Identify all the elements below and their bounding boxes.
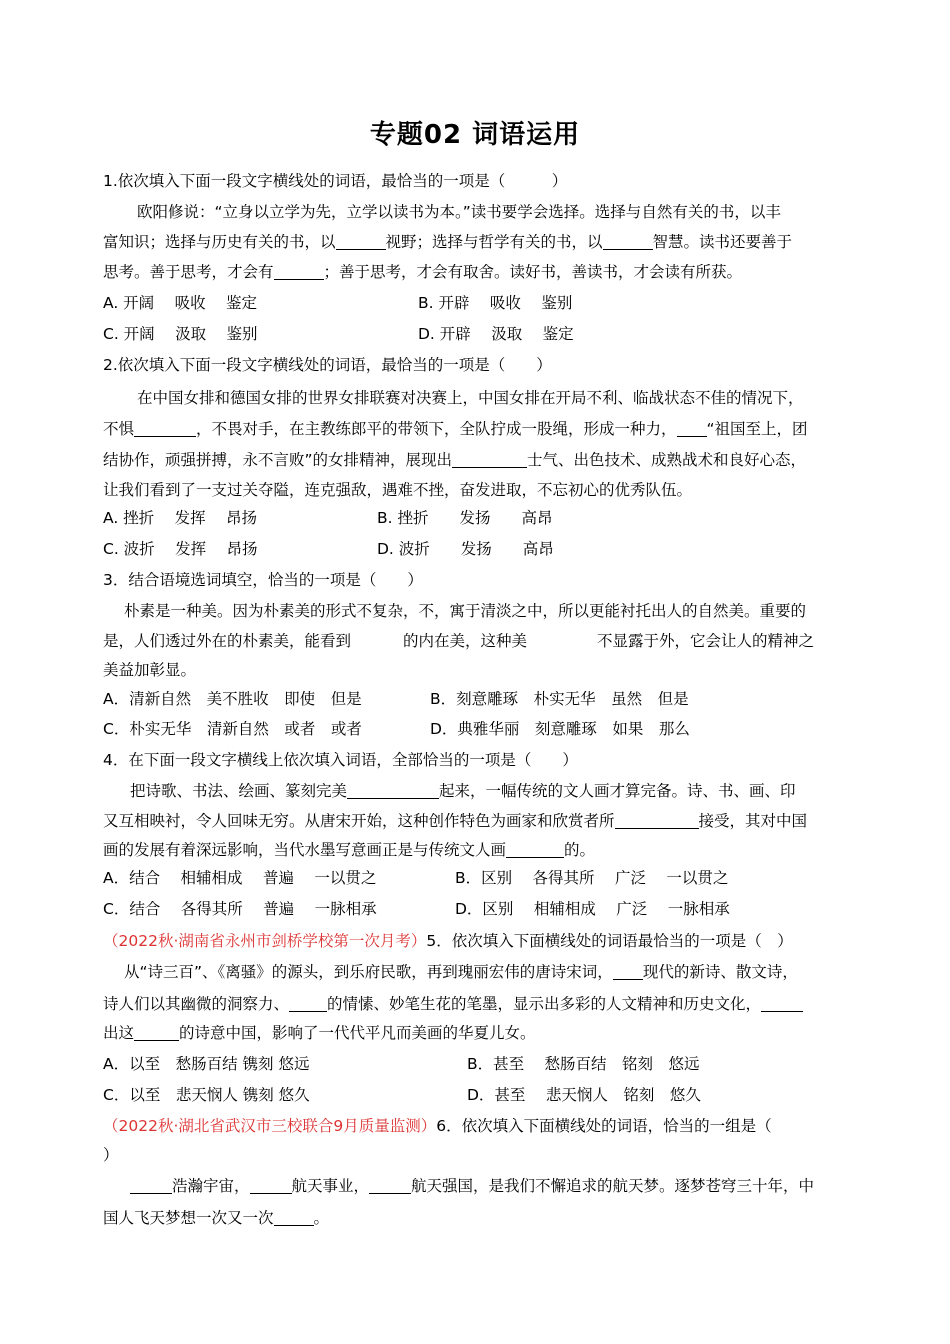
answer-blank [289,993,327,1012]
question-2-option-d: D. 波折 发扬 高昂 [377,540,554,558]
question-5-source: （2022秋·湖南省永州市剑桥学校第一次月考） [103,932,427,950]
answer-blank [134,418,196,437]
question-6-passage-line: 浩瀚宇宙， 航天事业， 航天强国，是我们不懈追求的航天梦。逐梦苍穹三十年，中 [130,1171,814,1201]
question-5-option-a: A．以至 愁肠百结 镌刻 悠远 [103,1055,310,1073]
answer-blank [134,1022,179,1041]
question-1-stem: 1.依次填入下面一段文字横线处的词语，最恰当的一项是（ ） [103,172,568,190]
question-2-option-c: C. 波折 发挥 昂扬 [103,540,258,558]
question-3-stem: 3．结合语境选词填空，恰当的一项是（ ） [103,571,423,589]
question-2-passage-line: 不惧 ，不畏对手，在主教练郎平的带领下，全队拧成一股绳，形成一种力， “祖国至上，团 [103,420,808,438]
answer-blank [677,418,707,437]
question-6-source: （2022秋·湖北省武汉市三校联合9月质量监测） [103,1117,437,1135]
answer-blank [615,810,699,829]
question-2-option-a: A. 挫折 发挥 昂扬 [103,509,258,527]
question-4-option-d: D．区别 相辅相成 广泛 一脉相承 [455,900,730,918]
question-4-passage-line: 又互相映衬，令人回味无穷。从唐宋开始，这种创作特色为画家和欣赏者所 接受，其对中国 [103,812,808,830]
answer-blank [274,1207,314,1226]
question-5-passage-line: 诗人们以其幽微的洞察力、 的情愫、妙笔生花的笔墨，显示出多彩的人文精神和历史文化， [103,989,803,1019]
question-3-option-a: A．清新自然 美不胜收 即使 但是 [103,690,362,708]
answer-blank [761,993,803,1012]
question-1-option-b: B. 开辟 吸收 鉴别 [418,294,573,312]
question-2-passage-line: 让我们看到了一支过关夺隘，连克强敌，遇难不挫，奋发进取，不忘初心的优秀队伍。 [103,481,693,499]
question-4-option-a: A．结合 相辅相成 普遍 一以贯之 [103,869,377,887]
question-1-passage-line: 思考。善于思考，才会有 ；善于思考，才会有取舍。读好书，善读书，才会读有所获。 [103,263,743,281]
question-6-stem-continued: ） [103,1146,119,1164]
question-3-passage-line: 美益加彰显。 [103,661,197,679]
question-6-stem: （2022秋·湖北省武汉市三校联合9月质量监测）6．依次填入下面横线处的词语，恰当的一组是（ [103,1117,772,1135]
question-3-passage-line: 是，人们透过外在的朴素美，能看到 的内在美，这种美 不显露于外，它会让人的精神之 [103,632,815,650]
question-5-stem: （2022秋·湖南省永州市剑桥学校第一次月考）5．依次填入下面横线处的词语最恰当的一项是（ ） [103,932,793,950]
question-4-option-b: B．区别 各得其所 广泛 一以贯之 [455,869,729,887]
question-5-option-b: B．甚至 愁肠百结 铭刻 悠远 [467,1055,700,1073]
answer-blank [130,1175,172,1194]
answer-blank [369,1175,411,1194]
question-3-option-b: B．刻意雕琢 朴实无华 虽然 但是 [430,690,689,708]
question-3-option-d: D．典雅华丽 刻意雕琢 如果 那么 [430,720,690,738]
question-2-option-b: B. 挫折 发扬 高昂 [377,509,553,527]
question-1-passage-line: 富知识；选择与历史有关的书，以 视野；选择与哲学有关的书，以 智慧。读书还要善于 [103,233,793,251]
answer-blank [506,839,564,858]
answer-blank [250,1175,292,1194]
question-4-option-c: C．结合 各得其所 普遍 一脉相承 [103,900,377,918]
answer-blank [613,961,643,980]
question-1-passage-line: 欧阳修说：“立身以立学为先，立学以读书为本。”读书要学会选择。选择与自然有关的书，以丰 [137,203,781,221]
question-1-option-c: C. 开阔 汲取 鉴别 [103,325,258,343]
question-1-option-d: D. 开辟 汲取 鉴定 [418,325,574,343]
answer-blank [274,261,324,280]
question-5-passage-line: 从“诗三百”、《离骚》的源头，到乐府民歌，再到瑰丽宏伟的唐诗宋词， 现代的新诗、散文诗， [124,963,798,981]
page-title: 专题02 词语运用 [369,120,581,150]
answer-blank [347,780,439,799]
question-1-option-a: A. 开阔 吸收 鉴定 [103,294,258,312]
answer-blank [452,449,527,468]
question-6-passage-line: 国人飞天梦想一次又一次 。 [103,1209,330,1227]
question-2-passage-line: 在中国女排和德国女排的世界女排联赛对决赛上，中国女排在开局不利、临战状态不佳的情况下， [137,389,804,407]
question-3-passage-line: 朴素是一种美。因为朴素美的形式不复杂，不，寓于清淡之中，所以更能衬托出人的自然美。重要的 [124,602,807,620]
question-5-passage-line: 出这 的诗意中国，影响了一代代平凡而美画的华夏儿女。 [103,1024,536,1042]
question-2-stem: 2.依次填入下面一段文字横线处的词语，最恰当的一项是（ ） [103,356,552,374]
question-4-passage-line: 把诗歌、书法、绘画、篆刻完美 起来，一幅传统的文人画才算完备。诗、书、画、印 [130,782,796,800]
question-5-option-c: C．以至 悲天悯人 镌刻 悠久 [103,1086,310,1104]
answer-blank [603,231,653,250]
question-3-option-c: C．朴实无华 清新自然 或者 或者 [103,720,362,738]
question-4-stem: 4．在下面一段文字横线上依次填入词语，全部恰当的一项是（ ） [103,751,578,769]
answer-blank [336,231,386,250]
question-4-passage-line: 画的发展有着深远影响，当代水墨写意画正是与传统文人画 的。 [103,841,596,859]
question-5-option-d: D．甚至 悲天悯人 铭刻 悠久 [467,1086,701,1104]
question-2-passage-line: 结协作，顽强拼搏，永不言败”的女排精神，展现出 士气、出色技术、成熟战术和良好心态， [103,451,807,469]
